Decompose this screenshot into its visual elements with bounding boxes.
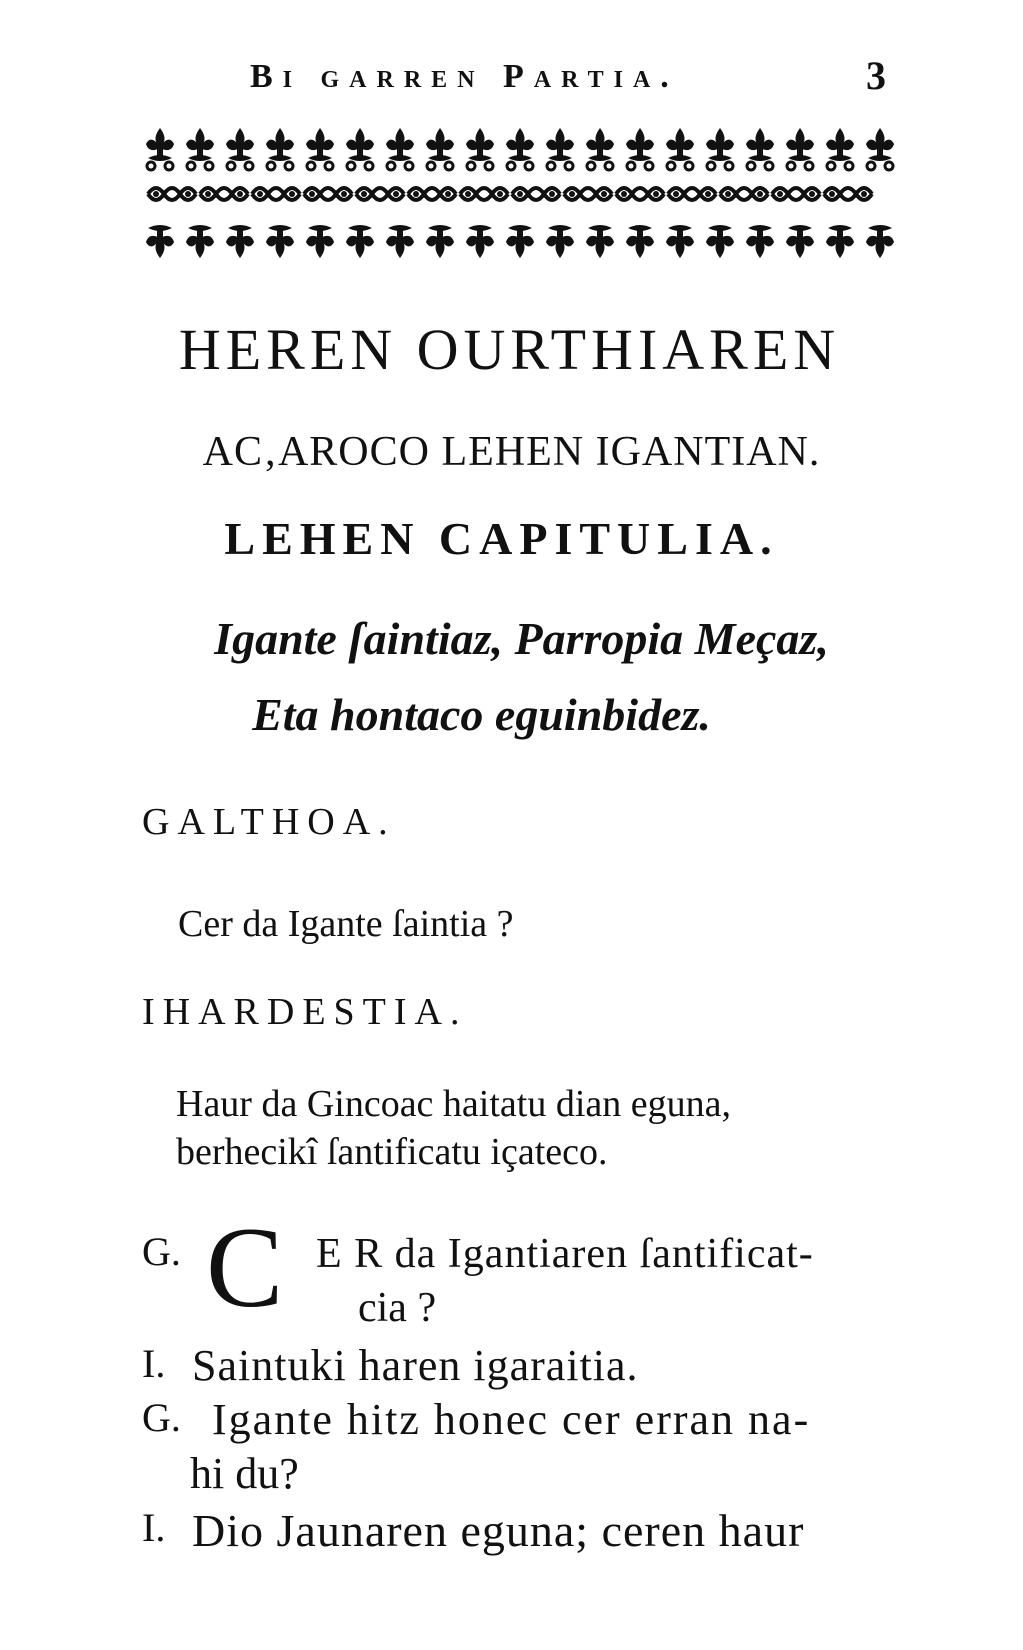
running-title: Bi garren Partia.: [250, 58, 679, 95]
question-text: Cer da Igante ſaintia ?: [178, 903, 514, 945]
catechism-question-1-line-1: E R da Igantiaren ſantificat-: [316, 1231, 814, 1277]
chapter-summary-line-1: Igante ſaintiaz, Parropia Meçaz,: [214, 613, 829, 664]
drop-cap: C: [206, 1204, 284, 1332]
catechism-question-1-line-2: cia ?: [358, 1285, 437, 1331]
answer-text-line-2: berhecikî ſantificatu içateco.: [176, 1131, 608, 1173]
chapter-subtitle: AC‚AROCO LEHEN IGANTIAN.: [202, 429, 821, 475]
page-number: 3: [866, 53, 886, 98]
chapter-summary-line-2: Eta hontaco eguinbidez.: [252, 689, 711, 740]
answer-label: IHARDESTIA.: [142, 991, 468, 1033]
speaker-mark-i: I.: [142, 1341, 166, 1386]
speaker-mark-i: I.: [142, 1505, 166, 1550]
speaker-mark-g: G.: [142, 1395, 181, 1440]
question-label: GALTHOA.: [142, 801, 396, 843]
answer-text-line-1: Haur da Gincoac haitatu dian eguna,: [176, 1083, 731, 1125]
chapter-title: HEREN OURTHIAREN: [178, 317, 841, 382]
ornamental-band: [142, 126, 906, 276]
catechism-question-2-line-1: Igante hitz honec cer erran na-: [212, 1395, 811, 1444]
chapter-heading: LEHEN CAPITULIA.: [224, 513, 779, 564]
catechism-question-2-line-2: hi du?: [190, 1449, 299, 1498]
catechism-answer-1: Saintuki haren igaraitia.: [192, 1341, 639, 1390]
speaker-mark-g: G.: [142, 1229, 181, 1274]
catechism-answer-2: Dio Jaunaren eguna; ceren haur: [192, 1505, 805, 1556]
